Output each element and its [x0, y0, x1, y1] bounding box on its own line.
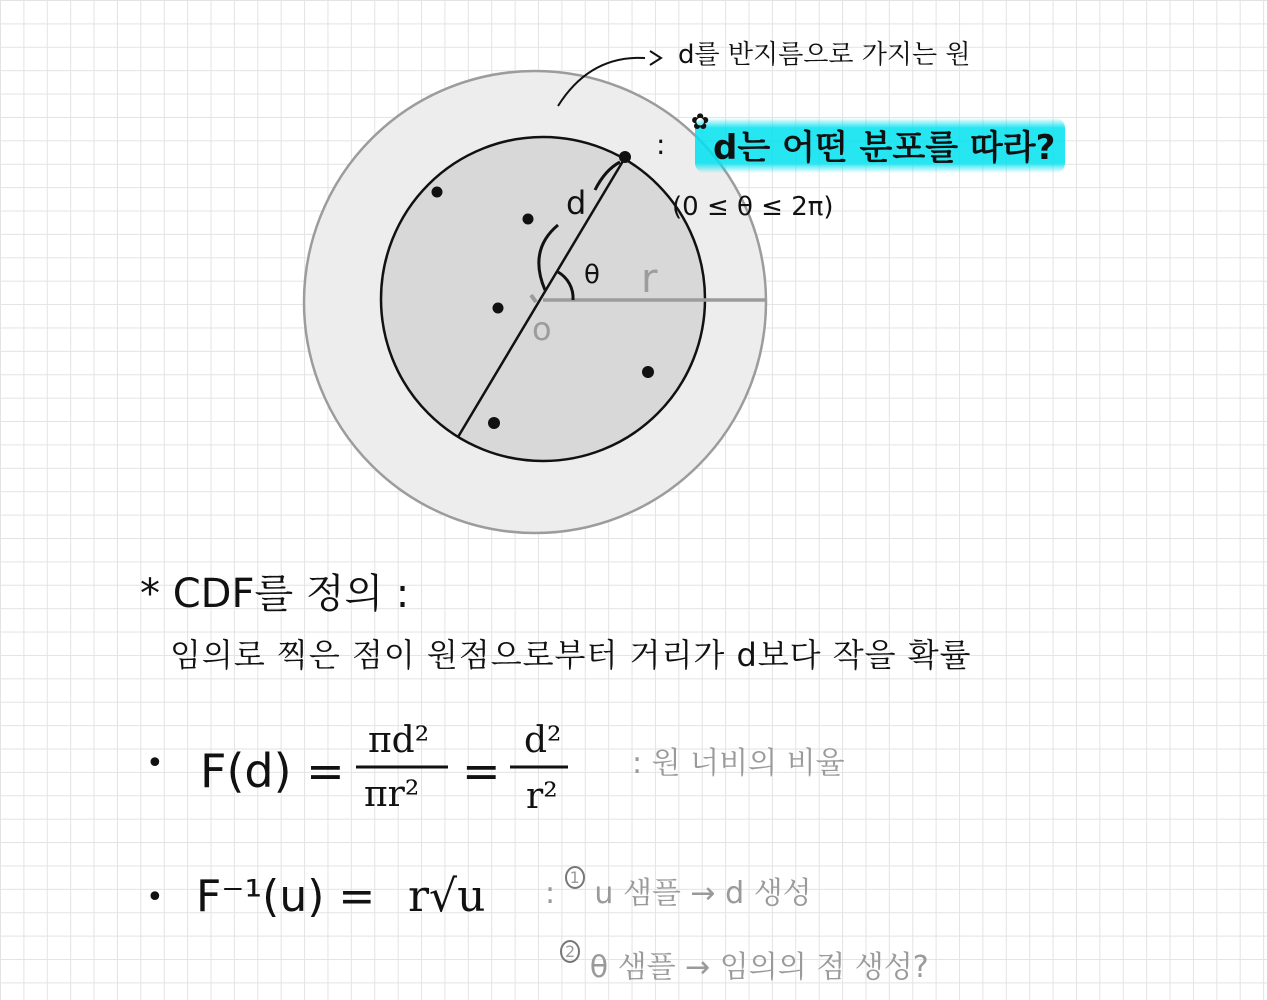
cdf-description: 임의로 찍은 점이 원점으로부터 거리가 d보다 작을 확률: [170, 636, 972, 674]
label-r: r: [641, 256, 658, 302]
question-marker-icon: ✿: [691, 110, 710, 135]
formula1-den1: πr²: [364, 774, 420, 815]
random-point: [523, 214, 534, 225]
question-colon: :: [656, 128, 666, 161]
formula1-eq: =: [462, 744, 501, 798]
random-point: [619, 151, 631, 163]
top-note: d를 반지름으로 가지는 원: [678, 40, 971, 70]
step1-number: 1: [565, 866, 585, 889]
step1-text: u 샘플 → d 생성: [594, 876, 812, 911]
label-theta: θ: [584, 260, 600, 290]
theta-range: (0 ≤ θ ≤ 2π): [672, 192, 834, 222]
random-point: [488, 417, 500, 429]
formula2-colon: :: [545, 876, 556, 911]
cdf-heading: * CDF를 정의 :: [140, 571, 410, 617]
formula2-step2: [560, 942, 929, 986]
step2-text: θ 샘플 → 임의의 점 생성?: [589, 950, 929, 985]
random-point: [432, 187, 443, 198]
formula1-note: : 원 너비의 비율: [632, 746, 845, 781]
note-arrowhead: [650, 51, 661, 65]
formula1-num1: πd²: [368, 720, 430, 761]
label-d: d: [566, 184, 587, 222]
question-text: d는 어떤 분포를 따라?: [713, 128, 1056, 168]
label-origin: o: [532, 310, 552, 348]
question-highlight: [691, 110, 1065, 173]
formula2-lhs: F⁻¹(u) =: [196, 871, 376, 922]
random-point: [642, 366, 654, 378]
formula1-num2: d²: [524, 720, 562, 761]
formula1-bullet: •: [146, 746, 164, 781]
formula2-step1: [545, 868, 812, 912]
formula2-bullet: •: [146, 880, 164, 915]
random-point: [493, 303, 504, 314]
formula2-rhs: r√u: [408, 871, 486, 922]
step2-number: 2: [560, 940, 580, 963]
formula1-lhs: F(d) =: [200, 744, 345, 798]
formula1-den2: r²: [526, 776, 558, 817]
